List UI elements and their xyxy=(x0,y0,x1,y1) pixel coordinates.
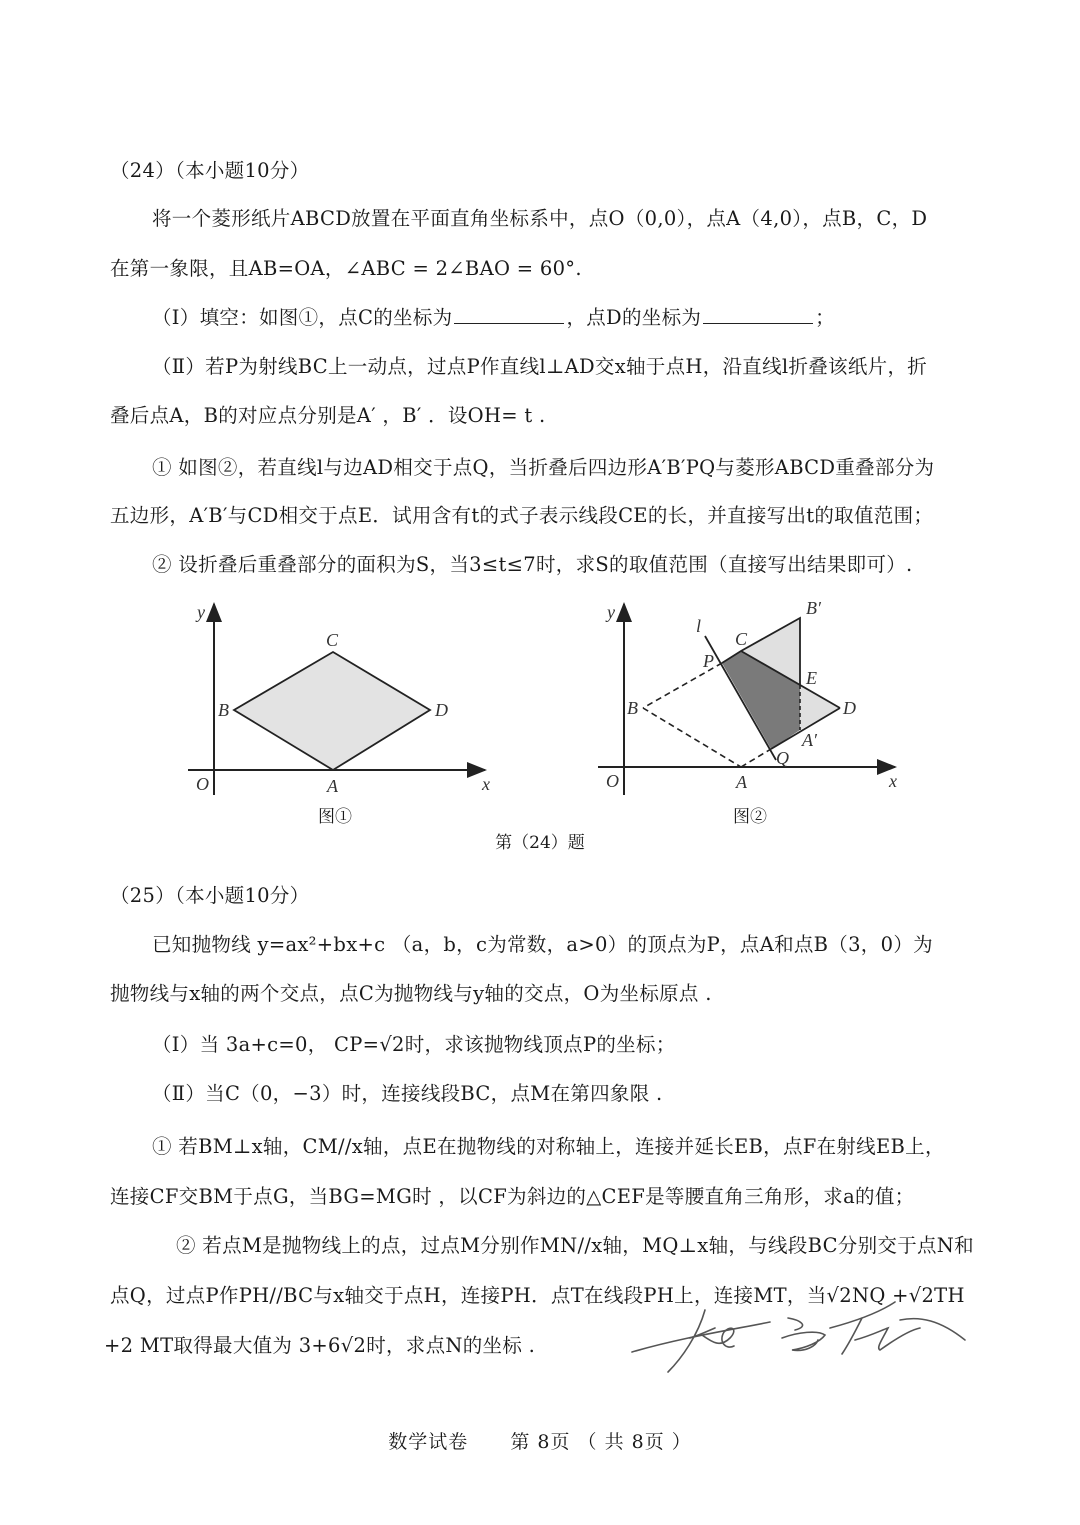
q24-sub1-line1: ① 如图②，若直线l与边AD相交于点Q，当折叠后四边形A′B′PQ与菱形ABCD重叠部分为 xyxy=(152,456,935,479)
answer-blank-d xyxy=(703,305,813,324)
label-B: B xyxy=(218,700,229,720)
handwritten-signature xyxy=(620,1290,980,1380)
dashed-edge-aq xyxy=(741,749,771,767)
label-B-prime: B′ xyxy=(806,598,821,618)
label-D: D xyxy=(843,698,856,718)
label-A: A xyxy=(736,772,747,792)
footer-page-number: 第 8页 （ 共 8页 ） xyxy=(510,1431,692,1453)
q24-sub1-line2: 五边形，A′B′与CD相交于点E．试用含有t的式子表示线段CE的长，并直接写出t的取值范围； xyxy=(110,504,934,527)
label-C: C xyxy=(326,630,339,650)
q24-stem-line1: 将一个菱形纸片ABCD放置在平面直角坐标系中，点O（0,0），点A（4,0），点B，C，D xyxy=(152,207,928,230)
q24-part1 xyxy=(152,305,835,331)
label-P: P xyxy=(703,651,714,671)
label-Q: Q xyxy=(776,748,789,768)
figure-1-caption: 图① xyxy=(318,807,352,827)
label-x: x xyxy=(889,771,897,791)
label-C: C xyxy=(735,629,748,649)
label-y: y xyxy=(197,602,205,622)
dashed-edge-ba xyxy=(643,708,741,767)
q25-part1: （Ⅰ）当 3a+c=0， CP=√2时，求该抛物线顶点P的坐标； xyxy=(152,1033,676,1056)
rhombus-abcd xyxy=(234,652,430,770)
q25-part2: （Ⅱ）当C（0，−3）时，连接线段BC，点M在第四象限 . xyxy=(152,1082,663,1105)
label-O: O xyxy=(196,774,209,794)
label-A-prime: A′ xyxy=(802,730,817,750)
label-B: B xyxy=(627,698,638,718)
figure-1-rhombus xyxy=(180,595,500,805)
folded-region-right xyxy=(800,685,840,730)
q25-sub2-line1: ② 若点M是抛物线上的点，过点M分别作MN//x轴，MQ⊥x轴，与线段BC分别交于点N和 xyxy=(176,1234,974,1257)
q25-sub1-line2: 连接CF交BM于点G，当BG=MG时 ，以CF为斜边的△CEF是等腰直角三角形，求a的值； xyxy=(110,1185,915,1208)
label-O: O xyxy=(606,771,619,791)
q25-stem-line2: 抛物线与x轴的两个交点，点C为抛物线与y轴的交点，O为坐标原点 . xyxy=(110,982,712,1005)
label-x: x xyxy=(482,774,490,794)
q24-part2-line1: （Ⅱ）若P为射线BC上一动点，过点P作直线l⊥AD交x轴于点H，沿直线l折叠该纸片，折 xyxy=(152,355,928,378)
q24-part1-prefix: （Ⅰ）填空：如图①，点C的坐标为 xyxy=(152,306,453,329)
q24-part1-mid: ，点D的坐标为 xyxy=(566,306,702,329)
label-y: y xyxy=(607,602,615,622)
label-D: D xyxy=(435,700,448,720)
q25-stem-line1: 已知抛物线 y=ax²+bx+c （a，b，c为常数，a>0）的顶点为P，点A和点B（3，0）为 xyxy=(152,933,933,956)
footer-subject: 数学试卷 xyxy=(388,1431,469,1453)
q24-stem-line2: 在第一象限，且AB=OA，∠ABC = 2∠BAO = 60°. xyxy=(110,257,582,280)
page-footer xyxy=(0,1427,1080,1454)
figure-2-folded-rhombus xyxy=(590,595,910,805)
q25-header: （25）（本小题10分） xyxy=(110,884,310,907)
q24-sub2-line1: ② 设折叠后重叠部分的面积为S，当3≤t≤7时，求S的取值范围（直接写出结果即可）. xyxy=(152,553,913,576)
figures-group-caption: 第（24）题 xyxy=(495,833,585,853)
q24-part1-suffix: ； xyxy=(815,306,835,329)
label-E: E xyxy=(806,668,817,688)
label-l: l xyxy=(696,616,702,636)
figure-2-caption: 图② xyxy=(733,807,767,827)
q25-sub1-line1: ① 若BM⊥x轴，CM//x轴，点E在抛物线的对称轴上，连接并延长EB，点F在射线EB上， xyxy=(152,1135,945,1158)
q25-sub2-line2: 点Q，过点P作PH//BC与x轴交于点H，连接PH．点T在线段PH上，连接MT，当√2NQ +√2TH xyxy=(110,1284,965,1307)
q24-header: （24）（本小题10分） xyxy=(110,159,310,182)
q25-sub2-line3: +2 MT取得最大值为 3+6√2时，求点N的坐标 . xyxy=(104,1334,536,1357)
label-A: A xyxy=(327,776,338,796)
q24-part2-line2: 叠后点A，B的对应点分别是A′ ，B′ ．设OH= t . xyxy=(110,404,546,427)
answer-blank-c xyxy=(454,305,564,324)
